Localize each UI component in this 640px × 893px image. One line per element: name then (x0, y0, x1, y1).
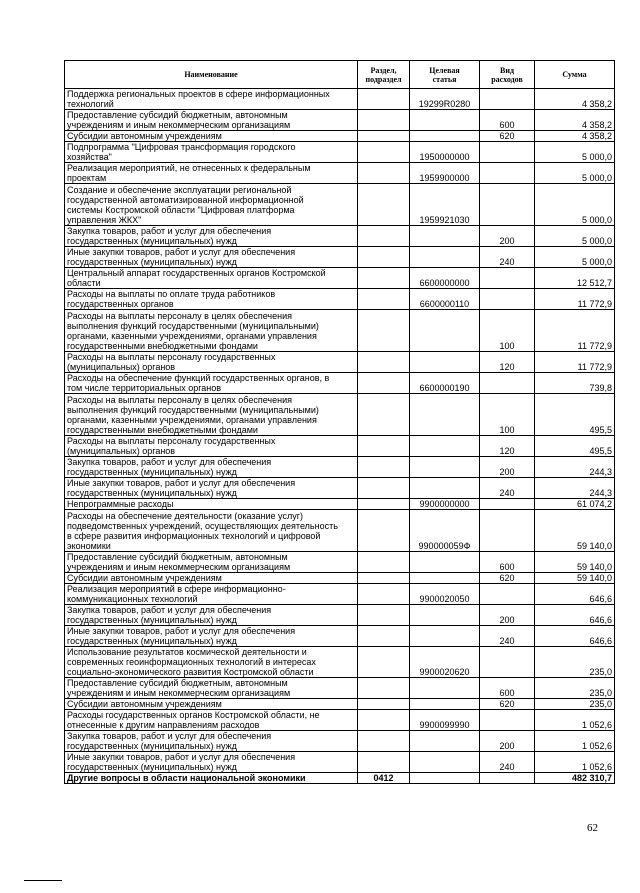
cell-article: 6600000000 (410, 268, 480, 289)
cell-name: Поддержка региональных проектов в сфере информационных технологий (65, 89, 358, 110)
cell-article: 1959921030 (410, 184, 480, 226)
cell-section (358, 678, 410, 699)
header-article: Целевая статья (410, 61, 480, 89)
cell-name: Центральный аппарат государственных органов Костромской области (65, 268, 358, 289)
cell-article (410, 478, 480, 499)
cell-name: Подпрограмма "Цифровая трансформация городского хозяйства" (65, 142, 358, 163)
table-row (65, 110, 615, 131)
cell-expense-type (480, 773, 535, 784)
table-row (65, 226, 615, 247)
cell-name: Субсидии автономным учреждениям (65, 573, 358, 584)
cell-article (410, 678, 480, 699)
cell-section (358, 268, 410, 289)
table-row (65, 499, 615, 510)
cell-sum: 5 000,0 (535, 142, 615, 163)
table-body (65, 89, 615, 784)
cell-name: Иные закупки товаров, работ и услуг для обеспечения государственных (муниципальных) нужд (65, 626, 358, 647)
cell-section (358, 394, 410, 436)
cell-expense-type: 200 (480, 226, 535, 247)
header-name: Наименование (65, 61, 358, 89)
cell-section (358, 752, 410, 773)
table-row (65, 89, 615, 110)
cell-expense-type: 100 (480, 394, 535, 436)
cell-name: Предоставление субсидий бюджетным, автономным учреждениям и иным некоммерческим организациям (65, 552, 358, 573)
cell-name: Создание и обеспечение эксплуатации региональной государственной автоматизированной информационной системы Костромской области "Цифровая платформа управления ЖКХ" (65, 184, 358, 226)
cell-expense-type: 240 (480, 478, 535, 499)
cell-sum: 5 000,0 (535, 184, 615, 226)
cell-article: 1959900000 (410, 163, 480, 184)
cell-section (358, 373, 410, 394)
cell-expense-type (480, 142, 535, 163)
cell-sum: 244,3 (535, 478, 615, 499)
cell-sum: 495,5 (535, 436, 615, 457)
table-row (65, 699, 615, 710)
cell-name: Субсидии автономным учреждениям (65, 131, 358, 142)
cell-expense-type: 620 (480, 573, 535, 584)
cell-name: Другие вопросы в области национальной экономики (65, 773, 358, 784)
cell-expense-type (480, 268, 535, 289)
cell-section (358, 731, 410, 752)
cell-article (410, 752, 480, 773)
cell-section (358, 647, 410, 678)
table-row (65, 184, 615, 226)
table-row (65, 310, 615, 352)
footer-divider (24, 880, 62, 881)
cell-sum: 1 052,6 (535, 710, 615, 731)
table-row (65, 131, 615, 142)
header-sum: Сумма (535, 61, 615, 89)
table-row (65, 752, 615, 773)
cell-name: Закупка товаров, работ и услуг для обеспечения государственных (муниципальных) нужд (65, 457, 358, 478)
cell-expense-type: 200 (480, 731, 535, 752)
cell-section (358, 436, 410, 457)
table-row (65, 710, 615, 731)
cell-article (410, 626, 480, 647)
cell-sum: 5 000,0 (535, 247, 615, 268)
cell-sum: 11 772,9 (535, 289, 615, 310)
cell-sum: 235,0 (535, 699, 615, 710)
cell-article (410, 226, 480, 247)
cell-sum: 5 000,0 (535, 226, 615, 247)
cell-sum: 646,6 (535, 626, 615, 647)
cell-expense-type (480, 499, 535, 510)
header-section: Раздел, подраздел (358, 61, 410, 89)
table-row (65, 289, 615, 310)
table-row (65, 584, 615, 605)
cell-expense-type (480, 647, 535, 678)
cell-name: Расходы на выплаты персоналу государственных (муниципальных) органов (65, 352, 358, 373)
budget-table (64, 60, 615, 784)
cell-section (358, 457, 410, 478)
cell-article (410, 394, 480, 436)
table-row (65, 457, 615, 478)
cell-name: Непрограммные расходы (65, 499, 358, 510)
table-row (65, 142, 615, 163)
cell-section (358, 710, 410, 731)
cell-sum: 1 052,6 (535, 752, 615, 773)
table-row (65, 626, 615, 647)
cell-sum: 11 772,9 (535, 310, 615, 352)
cell-article (410, 436, 480, 457)
cell-sum: 4 358,2 (535, 89, 615, 110)
cell-sum: 235,0 (535, 678, 615, 699)
cell-expense-type: 200 (480, 605, 535, 626)
cell-article: 9900020050 (410, 584, 480, 605)
cell-article (410, 131, 480, 142)
cell-expense-type (480, 584, 535, 605)
table-row (65, 247, 615, 268)
table-row (65, 268, 615, 289)
cell-sum: 482 310,7 (535, 773, 615, 784)
cell-article: 6600000110 (410, 289, 480, 310)
cell-sum: 59 140,0 (535, 510, 615, 552)
cell-article (410, 310, 480, 352)
cell-section (358, 89, 410, 110)
cell-sum: 59 140,0 (535, 552, 615, 573)
cell-sum: 12 512,7 (535, 268, 615, 289)
cell-article (410, 110, 480, 131)
table-row (65, 352, 615, 373)
cell-article (410, 573, 480, 584)
cell-article (410, 247, 480, 268)
cell-name: Иные закупки товаров, работ и услуг для обеспечения государственных (муниципальных) нужд (65, 247, 358, 268)
cell-name: Расходы на обеспечение деятельности (оказание услуг) подведомственных учреждений, осуществляющих деятельность в сфере развития информационных технологий и цифровой экономики (65, 510, 358, 552)
cell-section (358, 499, 410, 510)
cell-section (358, 184, 410, 226)
table-row (65, 552, 615, 573)
cell-section (358, 584, 410, 605)
cell-section (358, 131, 410, 142)
cell-name: Расходы на обеспечение функций государственных органов, в том числе территориальных органов (65, 373, 358, 394)
cell-article (410, 731, 480, 752)
cell-expense-type (480, 373, 535, 394)
cell-article: 19299R0280 (410, 89, 480, 110)
cell-sum: 11 772,9 (535, 352, 615, 373)
cell-article (410, 605, 480, 626)
cell-article (410, 352, 480, 373)
cell-sum: 1 052,6 (535, 731, 615, 752)
cell-expense-type (480, 710, 535, 731)
cell-article (410, 773, 480, 784)
cell-section: 0412 (358, 773, 410, 784)
cell-name: Реализация мероприятий, не отнесенных к федеральным проектам (65, 163, 358, 184)
cell-section (358, 605, 410, 626)
cell-section (358, 573, 410, 584)
cell-article: 9900099990 (410, 710, 480, 731)
cell-section (358, 699, 410, 710)
cell-expense-type: 200 (480, 457, 535, 478)
cell-article (410, 457, 480, 478)
cell-name: Закупка товаров, работ и услуг для обеспечения государственных (муниципальных) нужд (65, 731, 358, 752)
cell-expense-type: 620 (480, 699, 535, 710)
cell-name: Предоставление субсидий бюджетным, автономным учреждениям и иным некоммерческим организациям (65, 110, 358, 131)
header-expense-type: Вид расходов (480, 61, 535, 89)
cell-section (358, 247, 410, 268)
cell-sum: 4 358,2 (535, 110, 615, 131)
cell-expense-type: 600 (480, 552, 535, 573)
cell-name: Закупка товаров, работ и услуг для обеспечения государственных (муниципальных) нужд (65, 605, 358, 626)
cell-name: Реализация мероприятий в сфере информационно- коммуникационных технологий (65, 584, 358, 605)
cell-name: Расходы государственных органов Костромской области, не отнесенные к другим направлениям расходов (65, 710, 358, 731)
cell-expense-type (480, 289, 535, 310)
cell-expense-type (480, 163, 535, 184)
cell-expense-type (480, 184, 535, 226)
cell-sum: 59 140,0 (535, 573, 615, 584)
cell-expense-type: 120 (480, 436, 535, 457)
cell-name: Использование результатов космической деятельности и современных геоинформационных технологий в интересах социально-экономического развития Костромской области (65, 647, 358, 678)
cell-sum: 646,6 (535, 605, 615, 626)
table-row (65, 394, 615, 436)
cell-section (358, 289, 410, 310)
cell-name: Расходы на выплаты персоналу в целях обеспечения выполнения функций государственными (муниципальными) органами, казенными учреждениями, органами управления государственными внебюджетными фондами (65, 310, 358, 352)
cell-expense-type: 600 (480, 110, 535, 131)
table-row (65, 510, 615, 552)
cell-expense-type: 100 (480, 310, 535, 352)
cell-name: Закупка товаров, работ и услуг для обеспечения государственных (муниципальных) нужд (65, 226, 358, 247)
cell-sum: 4 358,2 (535, 131, 615, 142)
table-row (65, 436, 615, 457)
cell-article: 990000059Ф (410, 510, 480, 552)
cell-section (358, 163, 410, 184)
cell-sum: 61 074,2 (535, 499, 615, 510)
cell-section (358, 142, 410, 163)
cell-expense-type: 620 (480, 131, 535, 142)
table-header-row (65, 61, 615, 89)
table-row (65, 163, 615, 184)
cell-name: Расходы на выплаты по оплате труда работников государственных органов (65, 289, 358, 310)
cell-section (358, 478, 410, 499)
cell-name: Субсидии автономным учреждениям (65, 699, 358, 710)
cell-article: 1950000000 (410, 142, 480, 163)
table-row (65, 373, 615, 394)
cell-expense-type: 600 (480, 678, 535, 699)
cell-sum: 739,8 (535, 373, 615, 394)
cell-article (410, 552, 480, 573)
cell-sum: 244,3 (535, 457, 615, 478)
cell-section (358, 552, 410, 573)
cell-article: 9900020620 (410, 647, 480, 678)
cell-name: Предоставление субсидий бюджетным, автономным учреждениям и иным некоммерческим организациям (65, 678, 358, 699)
table-row (65, 573, 615, 584)
cell-article: 6600000190 (410, 373, 480, 394)
cell-sum: 646,6 (535, 584, 615, 605)
table-row (65, 678, 615, 699)
cell-sum: 5 000,0 (535, 163, 615, 184)
cell-section (358, 510, 410, 552)
cell-expense-type (480, 89, 535, 110)
cell-section (358, 226, 410, 247)
cell-expense-type: 240 (480, 247, 535, 268)
cell-name: Расходы на выплаты персоналу в целях обеспечения выполнения функций государственными (муниципальными) органами, казенными учреждениями, органами управления государственными внебюджетными фондами (65, 394, 358, 436)
table-row (65, 605, 615, 626)
cell-expense-type: 240 (480, 626, 535, 647)
cell-section (358, 352, 410, 373)
cell-article: 9900000000 (410, 499, 480, 510)
page-number: 62 (587, 822, 598, 834)
table-row (65, 731, 615, 752)
cell-name: Иные закупки товаров, работ и услуг для обеспечения государственных (муниципальных) нужд (65, 752, 358, 773)
cell-section (358, 110, 410, 131)
cell-expense-type: 120 (480, 352, 535, 373)
table-row (65, 478, 615, 499)
cell-name: Иные закупки товаров, работ и услуг для обеспечения государственных (муниципальных) нужд (65, 478, 358, 499)
table-total-row (65, 773, 615, 784)
cell-expense-type: 240 (480, 752, 535, 773)
cell-name: Расходы на выплаты персоналу государственных (муниципальных) органов (65, 436, 358, 457)
cell-section (358, 626, 410, 647)
cell-sum: 235,0 (535, 647, 615, 678)
cell-section (358, 310, 410, 352)
cell-sum: 495,5 (535, 394, 615, 436)
table-row (65, 647, 615, 678)
cell-expense-type (480, 510, 535, 552)
cell-article (410, 699, 480, 710)
